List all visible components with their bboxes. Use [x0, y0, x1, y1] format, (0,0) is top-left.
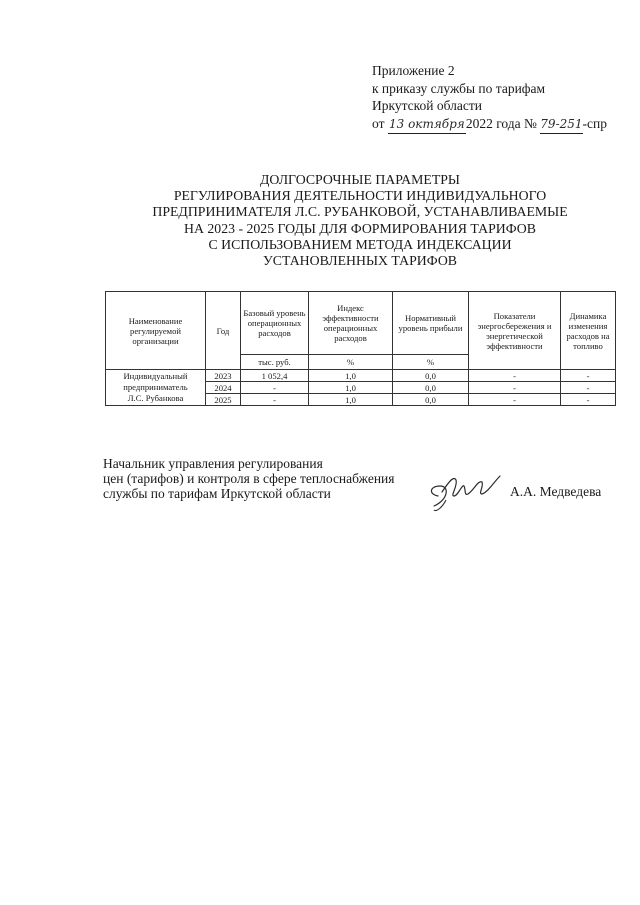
- date-suffix: 2022 года №: [465, 115, 537, 131]
- cell-profit-level: 0,0: [393, 382, 469, 394]
- cell-year: 2024: [206, 382, 241, 394]
- cell-efficiency-index: 1,0: [309, 370, 393, 382]
- header-energy-saving: Показатели энергосбережения и энергетической эффективности: [469, 292, 561, 370]
- signatory-position: цен (тарифов) и контроля в сфере теплоснабжения: [103, 471, 395, 486]
- appendix-region: Иркутской области: [372, 98, 483, 113]
- cell-year: 2025: [206, 394, 241, 406]
- header-base-costs: Базовый уровень операционных расходов: [241, 292, 309, 355]
- org-name-line: Л.С. Рубанкова: [127, 393, 184, 403]
- handwritten-order-number: 79-251: [540, 116, 582, 135]
- org-name-line: предприниматель: [123, 382, 188, 392]
- unit-base-costs: тыс. руб.: [241, 355, 309, 370]
- title-line: С ИСПОЛЬЗОВАНИЕМ МЕТОДА ИНДЕКСАЦИИ: [208, 236, 512, 252]
- cell-fuel-dynamics: -: [561, 382, 616, 394]
- handwritten-signature: [424, 466, 514, 512]
- cell-efficiency-index: 1,0: [309, 394, 393, 406]
- appendix-order-ref: к приказу службы по тарифам: [372, 80, 546, 96]
- document-title: [100, 172, 620, 269]
- signatory-name: А.А. Медведева: [510, 484, 602, 499]
- header-fuel-dynamics: Динамика изменения расходов на топливо: [561, 292, 616, 370]
- title-line: ДОЛГОСРОЧНЫЕ ПАРАМЕТРЫ: [260, 172, 460, 187]
- order-number-suffix: -спр: [582, 115, 607, 131]
- parameters-table: [105, 291, 616, 406]
- cell-energy-saving: -: [469, 382, 561, 394]
- header-profit-level: Нормативный уровень прибыли: [393, 292, 469, 355]
- header-efficiency-index: Индекс эффективности операционных расходов: [309, 292, 393, 355]
- title-line: УСТАНОВЛЕННЫХ ТАРИФОВ: [262, 253, 457, 269]
- unit-efficiency-index: %: [309, 355, 393, 370]
- title-line: ПРЕДПРИНИМАТЕЛЯ Л.С. РУБАНКОВОЙ, УСТАНАВЛИВАЕМЫЕ: [152, 204, 568, 220]
- cell-base-costs: -: [241, 394, 309, 406]
- title-line: РЕГУЛИРОВАНИЯ ДЕЯТЕЛЬНОСТИ ИНДИВИДУАЛЬНОГО: [173, 188, 547, 204]
- table-header-row: [106, 292, 616, 355]
- cell-base-costs: 1 052,4: [241, 370, 309, 382]
- date-prefix: от: [372, 115, 385, 131]
- header-year: Год: [206, 292, 241, 370]
- handwritten-date: 13 октября: [388, 116, 466, 135]
- title-line: НА 2023 - 2025 ГОДЫ ДЛЯ ФОРМИРОВАНИЯ ТАРИФОВ: [184, 220, 536, 236]
- appendix-title: Приложение 2: [372, 63, 455, 78]
- org-name-cell: [106, 370, 206, 406]
- cell-year: 2023: [206, 370, 241, 382]
- signatory-position: Начальник управления регулирования: [103, 456, 323, 471]
- signature-stroke: [431, 476, 500, 506]
- cell-energy-saving: -: [469, 370, 561, 382]
- cell-profit-level: 0,0: [393, 394, 469, 406]
- appendix-block: [372, 62, 607, 134]
- cell-efficiency-index: 1,0: [309, 382, 393, 394]
- cell-fuel-dynamics: -: [561, 394, 616, 406]
- unit-profit-level: %: [393, 355, 469, 370]
- table-row: [106, 370, 616, 382]
- cell-energy-saving: -: [469, 394, 561, 406]
- appendix-date-line: [372, 115, 607, 135]
- cell-fuel-dynamics: -: [561, 370, 616, 382]
- signatory-position: службы по тарифам Иркутской области: [103, 486, 331, 501]
- org-name-line: Индивидуальный: [123, 371, 188, 381]
- cell-profit-level: 0,0: [393, 370, 469, 382]
- signature-block: [103, 456, 394, 501]
- cell-base-costs: -: [241, 382, 309, 394]
- header-org: Наименование регулируемой организации: [106, 292, 206, 370]
